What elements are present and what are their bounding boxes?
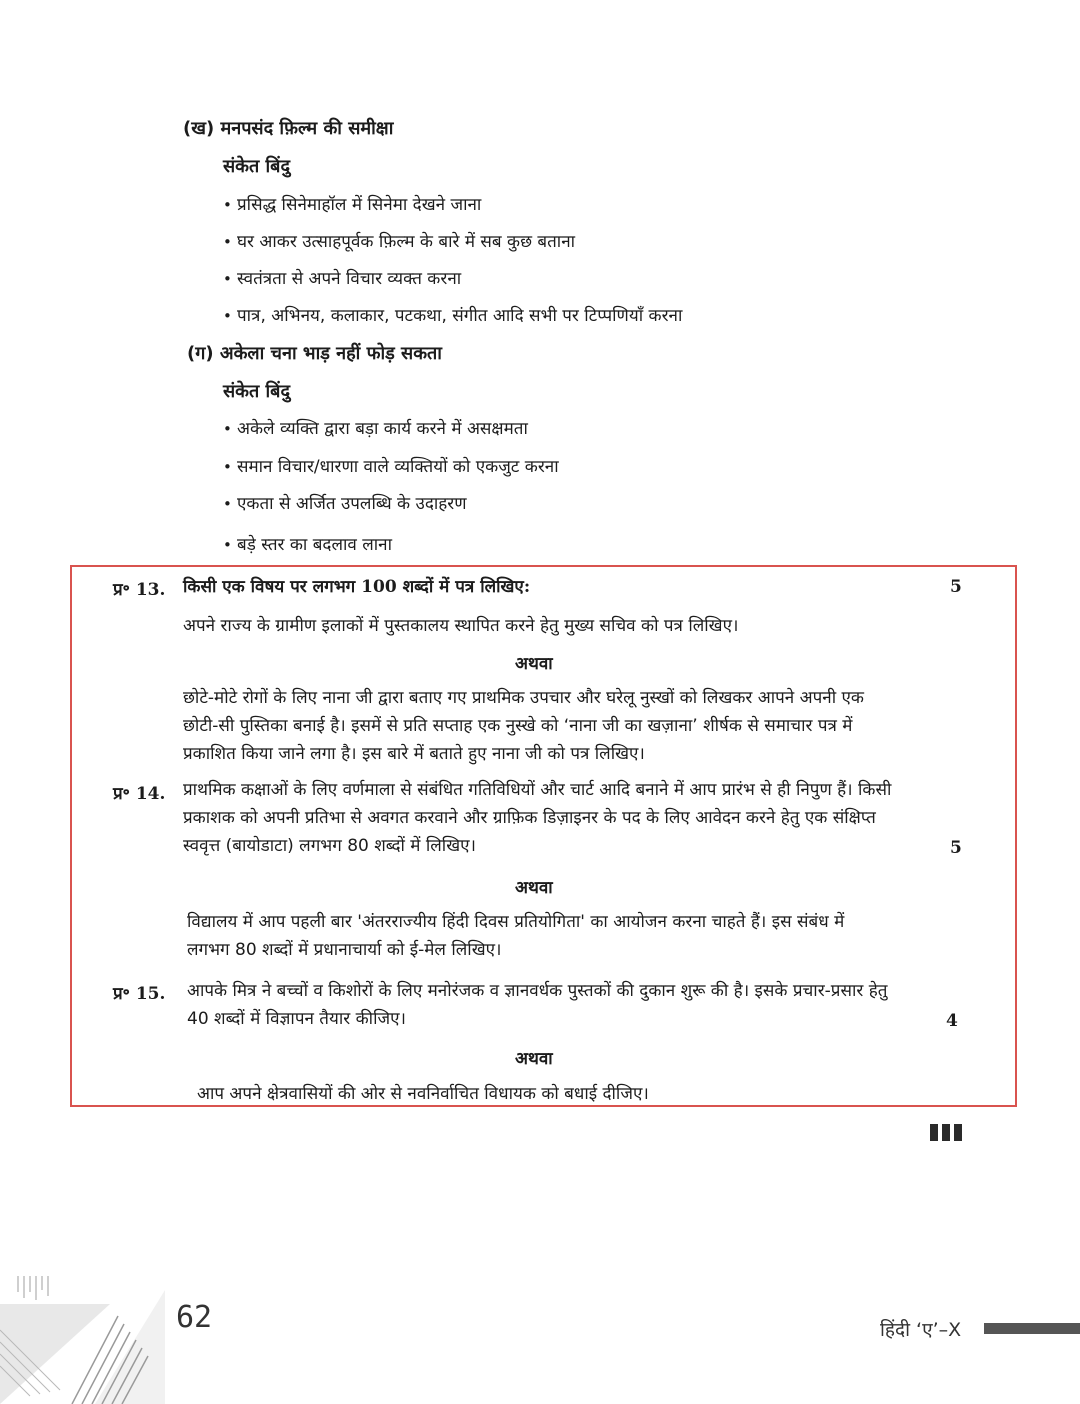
section-end-marker (930, 1124, 962, 1141)
q14-text: प्राथमिक कक्षाओं के लिए वर्णमाला से संबंधित गतिविधियों और चार्ट आदि बनाने में आप प्रारंभ से ही निपुण हैं। किसी प्रकाशक को अपनी प्रतिभा से अवगत करवाने और ग्राफ़िक डिज़ाइनर के पद के लिए आवेदन करने हेतु एक संक्षिप्त स्ववृत्त (बायोडाटा) लगभग 80 शब्दों में लिखिए। (183, 780, 892, 856)
q15-marks: 4 (946, 1011, 958, 1031)
list-item: • घर आकर उत्साहपूर्वक फ़िल्म के बारे में सब कुछ बताना (223, 232, 576, 252)
q15-number: प्र॰ 15. (113, 984, 166, 1004)
q13-title: किसी एक विषय पर लगभग 100 शब्दों में पत्र लिखिए: (183, 577, 531, 597)
q14-option2: विद्यालय में आप पहली बार 'अंतरराज्यीय हिंदी दिवस प्रतियोगिता' का आयोजन करना चाहते हैं। इस संबंध में लगभग 80 शब्दों में प्रधानाचार्या को ई-मेल लिखिए। (187, 912, 845, 960)
list-item: • अकेले व्यक्ति द्वारा बड़ा कार्य करने में असक्षमता (223, 419, 528, 439)
section-ga-heading: (ग) अकेला चना भाड़ नहीं फोड़ सकता (187, 343, 442, 364)
list-item: • बड़े स्तर का बदलाव लाना (223, 535, 393, 555)
q13-option1: अपने राज्य के ग्रामीण इलाकों में पुस्तकालय स्थापित करने हेतु मुख्य सचिव को पत्र लिखिए। (183, 616, 739, 636)
book-title: हिंदी ‘ए’–X (880, 1319, 962, 1341)
section-kha-subheading: संकेत बिंदु (223, 156, 291, 177)
q13-marks: 5 (950, 577, 962, 597)
list-item: • पात्र, अभिनय, कलाकार, पटकथा, संगीत आदि सभी पर टिप्पणियाँ करना (223, 306, 683, 326)
corner-decoration-graphic (0, 1270, 175, 1404)
q15-text: आपके मित्र ने बच्चों व किशोरों के लिए मनोरंजक व ज्ञानवर्धक पुस्तकों की दुकान शुरू की है। इसके प्रचार-प्रसार हेतु 40 शब्दों में विज्ञापन तैयार कीजिए। (187, 981, 888, 1029)
q15-option2: आप अपने क्षेत्रवासियों की ओर से नवनिर्वाचित विधायक को बधाई दीजिए। (197, 1084, 649, 1104)
list-item: • समान विचार/धारणा वाले व्यक्तियों को एकजुट करना (223, 457, 559, 477)
footer-bar (984, 1323, 1080, 1334)
list-item: • स्वतंत्रता से अपने विचार व्यक्त करना (223, 269, 462, 289)
q14-number: प्र॰ 14. (113, 784, 166, 804)
q13-or: अथवा (515, 654, 553, 674)
q14-or: अथवा (515, 878, 553, 898)
list-item: • प्रसिद्ध सिनेमाहॉल में सिनेमा देखने जाना (223, 195, 482, 215)
q13-number: प्र॰ 13. (113, 580, 166, 600)
list-item: • एकता से अर्जित उपलब्धि के उदाहरण (223, 494, 467, 514)
section-ga-subheading: संकेत बिंदु (223, 381, 291, 402)
page-number: 62 (176, 1300, 213, 1335)
q14-marks: 5 (950, 838, 962, 858)
q13-option2: छोटे-मोटे रोगों के लिए नाना जी द्वारा बताए गए प्राथमिक उपचार और घरेलू नुस्खों को लिखकर आपने अपनी एक छोटी-सी पुस्तिका बनाई है। इसमें से प्रति सप्ताह एक नुस्खे को ‘नाना जी का खज़ाना’ शीर्षक से समाचार पत्र में प्रकाशित किया जाने लगा है। इस बारे में बताते हुए नाना जी को पत्र लिखिए। (183, 688, 864, 764)
section-kha-heading: (ख) मनपसंद फ़िल्म की समीक्षा (183, 118, 394, 139)
q15-or: अथवा (515, 1049, 553, 1069)
